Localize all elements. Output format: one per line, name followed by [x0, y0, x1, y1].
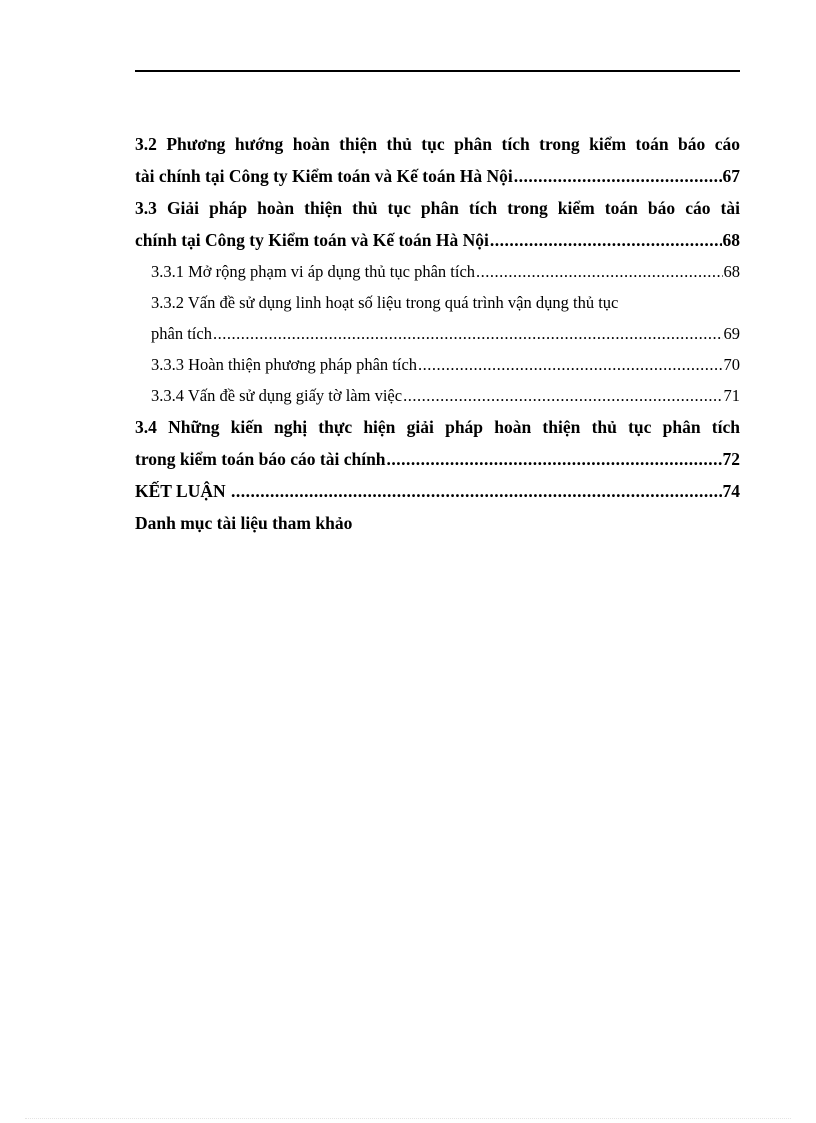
- toc-entry-3-2-page: 67: [722, 166, 740, 186]
- toc-entry-3-3-4-page: 71: [723, 386, 740, 405]
- toc-entry-3-3-1-title: 3.3.1 Mở rộng phạm vi áp dụng thủ tục phân tích: [151, 262, 476, 281]
- dot-leader: [231, 475, 722, 507]
- dot-leader: [514, 160, 722, 192]
- toc-entry-references-title: Danh mục tài liệu tham khảo: [135, 513, 353, 533]
- toc-entry-references[interactable]: [135, 507, 740, 539]
- toc-entry-3-4-title-line1: 3.4 Những kiến nghị thực hiện giải pháp hoàn thiện thủ tục phân tích: [135, 417, 740, 437]
- toc-entry-3-2-title-line2: tài chính tại Công ty Kiểm toán và Kế toán Hà Nội: [135, 166, 513, 186]
- toc-entry-3-4-page: 72: [722, 449, 740, 469]
- toc-entry-3-3-line2[interactable]: [135, 224, 740, 256]
- toc-entry-ket-luan[interactable]: [135, 475, 740, 507]
- toc-entry-3-3-2-page: 69: [723, 324, 740, 343]
- toc-entry-3-3-1-page: 68: [723, 262, 740, 281]
- toc-entry-3-3-4[interactable]: [135, 380, 740, 411]
- toc-entry-3-2-line1[interactable]: [135, 128, 740, 160]
- dot-leader: [476, 256, 722, 287]
- toc-entry-3-4-title-line2: trong kiểm toán báo cáo tài chính: [135, 449, 386, 469]
- toc-entry-3-3-title-line2: chính tại Công ty Kiểm toán và Kế toán Hà Nội: [135, 230, 489, 250]
- toc-entry-3-3-4-title: 3.3.4 Vấn đề sử dụng giấy tờ làm việc: [151, 386, 403, 405]
- header-rule: [135, 70, 740, 72]
- toc-entry-3-3-2-line1[interactable]: [135, 287, 740, 318]
- dot-leader: [213, 318, 723, 349]
- toc-entry-3-3-page: 68: [722, 230, 740, 250]
- dot-leader: [403, 380, 722, 411]
- dot-leader: [490, 224, 722, 256]
- toc-entry-3-2-title-line1: 3.2 Phương hướng hoàn thiện thủ tục phân tích trong kiểm toán báo cáo: [135, 134, 740, 154]
- toc-entry-3-3-line1[interactable]: [135, 192, 740, 224]
- toc-entry-ket-luan-title: KẾT LUẬN: [135, 481, 230, 501]
- toc-entry-3-4-line2[interactable]: [135, 443, 740, 475]
- toc-entry-3-3-2-title-line1: 3.3.2 Vấn đề sử dụng linh hoạt số liệu trong quá trình vận dụng thủ tục: [151, 293, 619, 312]
- toc-entry-3-3-2-title-line2: phân tích: [151, 324, 212, 343]
- toc-entry-3-3-3[interactable]: [135, 349, 740, 380]
- toc-entry-3-3-3-page: 70: [723, 355, 740, 374]
- toc-entry-3-3-1[interactable]: [135, 256, 740, 287]
- toc-entry-3-3-title-line1: 3.3 Giải pháp hoàn thiện thủ tục phân tích trong kiểm toán báo cáo tài: [135, 198, 740, 218]
- toc-entry-3-4-line1[interactable]: [135, 411, 740, 443]
- toc-entry-3-3-2-line2[interactable]: [135, 318, 740, 349]
- toc-entry-3-2-line2[interactable]: [135, 160, 740, 192]
- footer-dotted-border: [25, 1118, 791, 1119]
- toc-entry-ket-luan-page: 74: [722, 481, 740, 501]
- dot-leader: [418, 349, 722, 380]
- dot-leader: [387, 443, 722, 475]
- table-of-contents: [135, 128, 740, 539]
- toc-entry-3-3-3-title: 3.3.3 Hoàn thiện phương pháp phân tích: [151, 355, 418, 374]
